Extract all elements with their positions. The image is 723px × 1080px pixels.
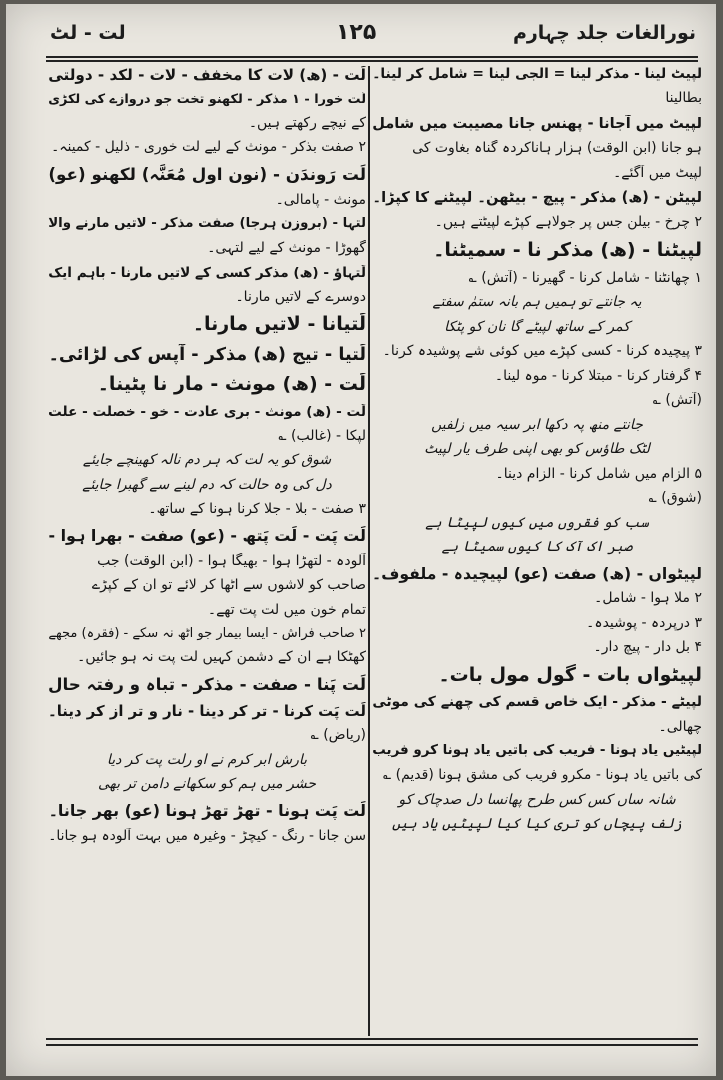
entry-text-line: دوسرے کے لاتیں مارنا۔ bbox=[235, 288, 366, 305]
entry-headword-line: لَت - (ھ) لات کا مخفف - لات - لکد - دولتی bbox=[48, 66, 366, 84]
verse-line: دل کی وہ حالت کہ دم لینے سے گھبرا جایئے bbox=[82, 476, 332, 493]
header-rule-double bbox=[46, 60, 698, 62]
verse-line: یہ جانتے تو ہمیں ہم بانہ ستمٰ سفتے bbox=[432, 294, 642, 311]
entry-text-line: ۲ چرخ - بیلن جس پر جولاہے کپڑے لپیٹتے ہیں۔ bbox=[434, 214, 702, 231]
entry-text-line: ۴ گرفتار کرنا - مبتلا کرنا - موہ لینا۔ bbox=[494, 367, 702, 384]
entry-text-line: لپیٹ میں آگئے۔ bbox=[613, 164, 702, 181]
entry-headword-line: لپیٹن - (ھ) مذکر - پیچ - بیٹھن۔ لپیٹنے کا کپڑا۔ bbox=[372, 189, 702, 207]
entry-text-line: سن جانا - رنگ - کیچڑ - وغیرہ میں بہت آلودہ ہو جانا۔ bbox=[48, 827, 366, 844]
entry-text-line: گھوڑا - مونث کے لیے لتہی۔ bbox=[207, 240, 366, 257]
entry-headword-line: لَتیانا - لاتیں مارنا۔ bbox=[192, 313, 366, 336]
page-header bbox=[6, 14, 716, 54]
entry-text-line: چھالی۔ bbox=[658, 718, 702, 735]
entry-headword-line: لپیٹ لینا - مذکر لینا = الجی لینا = شامل کر لینا۔ bbox=[372, 66, 702, 82]
entry-headword-line: لپیٹنا - (ھ) مذکر نا - سمیٹنا۔ bbox=[433, 238, 702, 261]
entry-headword-line: لپیٹواں - (ھ) صفت (عو) لپیچیدہ - ملفوف۔ bbox=[372, 563, 702, 583]
dictionary-page bbox=[6, 4, 716, 1076]
entry-headword-line: لَت خورا - ۱ مذکر - لکھنو تخت جو دروازے کی لکڑی bbox=[48, 91, 366, 107]
entry-text-line: (آتش) ؎ bbox=[652, 392, 702, 409]
entry-text-line: صاحب کو لاشوں سے اٹھا کر لائے تو ان کے کپڑے bbox=[91, 577, 366, 594]
verse-line: جانتے منھ پہ دکھا ابر سیہ میں زلفیں bbox=[431, 416, 643, 433]
running-head-right: نورالغات جلد چہارم bbox=[512, 22, 696, 44]
entry-headword-line: لَت پَت ہونا - تھڑ تھڑ ہونا (عو) بھر جانا۔ bbox=[48, 800, 366, 820]
entry-text-line: بطالینا bbox=[665, 90, 702, 107]
entry-text-line: ۴ بل دار - پیچ دار۔ bbox=[593, 639, 702, 656]
verse-line: حشر میں ہم کو سکھانے دامن تر بھی bbox=[97, 776, 317, 793]
entry-headword-line: لَت - (ھ) مونث - مار نا پٹینا۔ bbox=[97, 373, 366, 396]
entry-headword-line: لَتہاؤ - (ھ) مذکر کسی کے لاتیں مارنا - باہم ایک bbox=[48, 264, 366, 281]
entry-headword-line: لپیٹواں بات - گول مول بات۔ bbox=[438, 663, 702, 686]
entry-text-line: (شوق) ؎ bbox=[648, 490, 702, 507]
footer-rule-double bbox=[46, 1044, 698, 1046]
entry-headword-line: لپیٹے - مذکر - ایک خاص قسم کی چھنے کی موٹی bbox=[372, 694, 702, 711]
entry-text-line: لپکا - (غالب) ؎ bbox=[278, 427, 366, 444]
entry-text-line: (ریاض) ؎ bbox=[310, 727, 366, 744]
entry-headword-line: لَتہا - (بروزن ہرجا) صفت مذکر - لاتیں مارنے والا bbox=[48, 216, 366, 232]
entry-headword-line: لپیٹیں یاد ہونا - فریب کی باتیں یاد ہونا کرو فریب bbox=[372, 743, 702, 759]
entry-text-line: مونث - پامالی۔ bbox=[275, 191, 366, 208]
column-divider bbox=[368, 66, 370, 1036]
entry-text-line: ۱ چھانٹنا - شامل کرنا - گھیرنا - (آتش) ؎ bbox=[468, 269, 702, 286]
entry-text-line: ہو جانا (ابن الوقت) ہزار ہاناکردہ گناہ بغاوت کی bbox=[412, 140, 702, 157]
entry-text-line: ۳ پیچیدہ کرنا - کسی کپڑے میں کوئی شے پوشیدہ کرنا۔ bbox=[382, 343, 702, 360]
entry-text-line: کی باتیں یاد ہونا - مکرو فریب کی مشق ہونا (قدیم) ؎ bbox=[382, 767, 702, 784]
verse-line: زلف پیچاں کو تری کیا کیا لپیٹیں یاد ہیں bbox=[392, 816, 682, 833]
verse-line: کمر کے ساتھ لپیٹے گا نان کو پٹکا bbox=[444, 318, 630, 335]
verse-line: لٹک طاؤس کو بھی اپنی طرف یار لپیٹ bbox=[424, 441, 650, 458]
entry-headword-line: لَتیا - تیج (ھ) مذکر - آپس کی لڑائی۔ bbox=[48, 344, 366, 365]
entry-text-line: تمام خون میں لت پت تھے۔ bbox=[207, 601, 366, 618]
entry-text-line: ۵ الزام میں شامل کرنا - الزام دینا۔ bbox=[495, 465, 702, 482]
verse-line: صبر اک آک کا کیوں سمیٹا ہے bbox=[441, 539, 633, 556]
entry-headword-line: لَت پَت کرنا - تر کر دینا - نار و تر از کر دینا۔ bbox=[48, 701, 366, 720]
verse-line: شوق کو یہ لت کہ ہر دم نالہ کھینچے جایئے bbox=[82, 452, 332, 469]
entry-text-line: آلودہ - لتھڑا ہوا - بھیگا ہوا - (ابن الوقت) جب bbox=[97, 552, 366, 569]
entry-text-line: ۲ صفت بذکر - مونث کے لیے لت خوری - ذلیل - کمینہ۔ bbox=[51, 139, 366, 156]
entry-text-line: ۲ ملا ہوا - شامل۔ bbox=[594, 590, 702, 607]
right-column bbox=[372, 66, 702, 1026]
entry-headword-line: لَت - (ھ) مونث - بری عادت - خو - خصلت - علت bbox=[48, 403, 366, 420]
left-column bbox=[48, 66, 366, 1026]
entry-text-line: ۳ صفت - بلا - جلا کرنا ہونا کے ساتھ۔ bbox=[148, 501, 366, 518]
entry-text-line: ۳ درپردہ - پوشیدہ۔ bbox=[586, 614, 702, 631]
header-rule bbox=[46, 56, 698, 58]
page-number: ۱۲۵ bbox=[336, 20, 377, 45]
entry-headword-line: لَت رَوندَن - (نون اول مُعَنَّہ) لکھنو (عو) bbox=[48, 163, 366, 184]
entry-text-line: کھٹکا ہے ان کے دشمن کہیں لت پت نہ ہو جائیں۔ bbox=[77, 649, 366, 666]
entry-text-line: ۲ صاحب فراش - ایسا بیمار جو اٹھ نہ سکے - (فقرہ) مجھے bbox=[48, 626, 366, 642]
footer-rule bbox=[46, 1038, 698, 1040]
entry-headword-line: لَت پَت - لَت پَتھ - (عو) صفت - بھرا ہوا - bbox=[48, 525, 366, 545]
verse-line: بارش ابر کرم نے او رلت پت کر دیا bbox=[106, 751, 308, 768]
entry-text-line: کے نیچے رکھتے ہیں۔ bbox=[248, 114, 366, 131]
entry-headword-line: لپیٹ میں آجانا - پھنس جانا مصیبت میں شامل bbox=[372, 114, 702, 132]
verse-line: سب کو فقروں میں کیوں لپیٹا ہے bbox=[425, 514, 649, 531]
entry-headword-line: لَت پَنا - صفت - مذکر - تباہ و رفتہ حال bbox=[48, 673, 366, 694]
running-head-left: لت - لٹ bbox=[50, 22, 126, 44]
verse-line: شانہ ساں کس کس طرح پھانسا دل صدچاک کو bbox=[398, 791, 676, 808]
